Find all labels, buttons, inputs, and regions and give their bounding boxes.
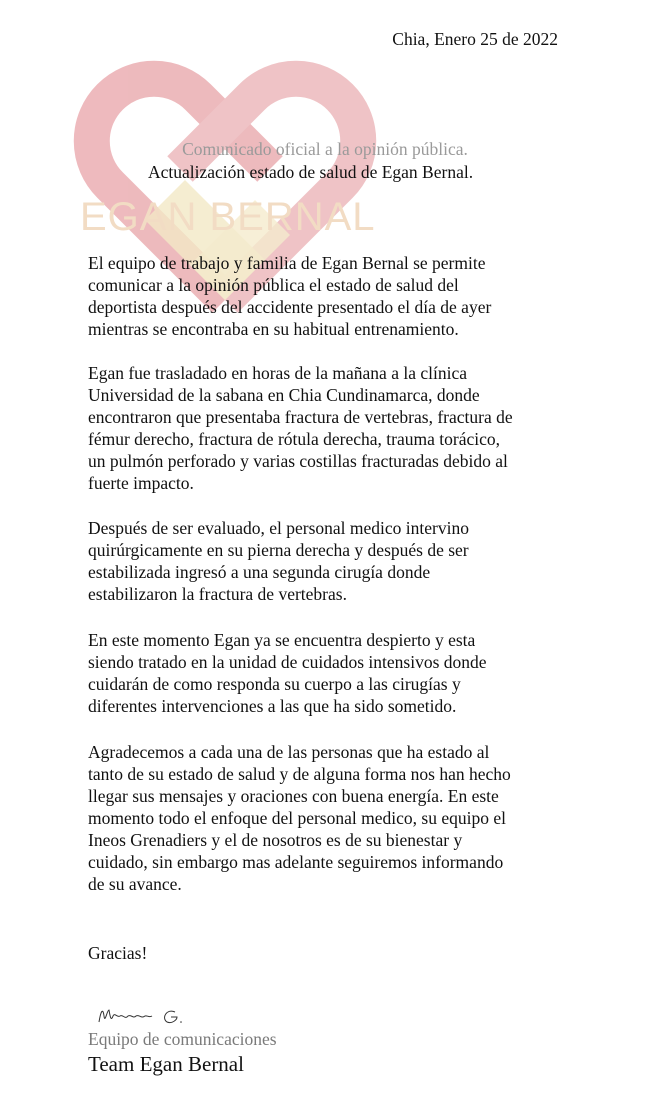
paragraph-line: de su avance. [88, 874, 182, 894]
paragraph-line: estabilizada ingresó a una segunda cirugía donde [88, 562, 431, 582]
paragraph-line: momento todo el enfoque del personal medico, su equipo el [88, 808, 506, 828]
paragraph [88, 362, 513, 494]
paragraph-line: comunicar a la opinión pública el estado de salud del [88, 275, 459, 295]
paragraph-line: Después de ser evaluado, el personal medico intervino [88, 518, 469, 538]
paragraph-line: fuerte impacto. [88, 473, 194, 493]
paragraph-line: cuidarán de como responda su cuerpo a las cirugías y [88, 674, 461, 694]
paragraph [88, 741, 511, 895]
paragraph-line: encontraron que presentaba fractura de vertebras, fractura de [88, 407, 513, 427]
logo-watermark-text: EGAN BERNAL [80, 195, 376, 239]
paragraph [88, 629, 487, 717]
paragraph-line: fémur derecho, fractura de rótula derecha, trauma torácico, [88, 429, 500, 449]
team-role: Equipo de comunicaciones [88, 1029, 277, 1049]
paragraph-line: tanto de su estado de salud y de alguna forma nos han hecho [88, 764, 511, 784]
paragraph-line: El equipo de trabajo y familia de Egan Bernal se permite [88, 253, 486, 273]
closing: Gracias! [88, 943, 148, 963]
paragraph-line: Universidad de la sabana en Chia Cundinamarca, donde [88, 385, 480, 405]
paragraph-line: Egan fue trasladado en horas de la mañana a la clínica [88, 363, 467, 383]
paragraph-line: un pulmón perforado y varias costillas fracturadas debido al [88, 451, 508, 471]
paragraph-line: llegar sus mensajes y oraciones con buena energía. En este [88, 786, 499, 806]
paragraph [88, 252, 491, 340]
paragraph-line: cuidado, sin embargo mas adelante seguiremos informando [88, 852, 504, 872]
paragraph-line: Ineos Grenadiers y el de nosotros es de su bienestar y [88, 830, 463, 850]
paragraph-line: diferentes intervenciones a las que ha sido sometido. [88, 696, 457, 716]
document-subtitle: Comunicado oficial a la opinión pública. [182, 139, 468, 159]
paragraph-line: Agradecemos a cada una de las personas que ha estado al [88, 742, 490, 762]
document-title: Actualización estado de salud de Egan Bernal. [148, 162, 474, 182]
paragraph-line: mientras se encontraba en su habitual entrenamiento. [88, 319, 459, 339]
handwritten-signature [95, 1006, 195, 1028]
document-date: Chia, Enero 25 de 2022 [392, 29, 558, 49]
paragraph-line: estabilizaron la fractura de vertebras. [88, 584, 347, 604]
team-name: Team Egan Bernal [88, 1052, 244, 1076]
paragraph-line: deportista después del accidente presentado el día de ayer [88, 297, 492, 317]
paragraph-line: siendo tratado en la unidad de cuidados intensivos donde [88, 652, 487, 672]
paragraph-line: En este momento Egan ya se encuentra despierto y esta [88, 630, 476, 650]
paragraph-line: quirúrgicamente en su pierna derecha y después de ser [88, 540, 469, 560]
paragraph [88, 517, 469, 605]
